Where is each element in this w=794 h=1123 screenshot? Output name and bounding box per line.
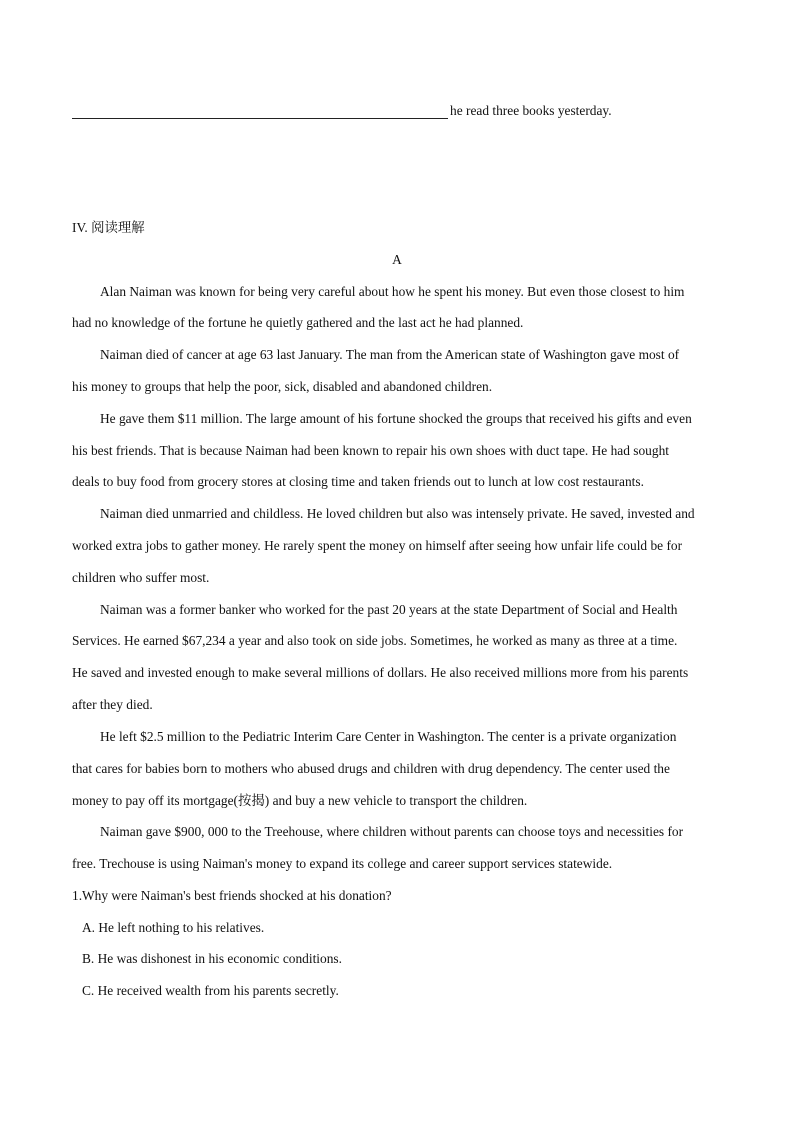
fill-blank-sentence-tail: he read three books yesterday.	[450, 103, 612, 118]
passage-line: Naiman gave $900, 000 to the Treehouse, where children without parents can choose toys and necessities for	[100, 824, 684, 839]
passage-line: free. Trechouse is using Naiman's money to expand its college and career support services statewide.	[72, 856, 613, 871]
passage-line: Services. He earned $67,234 a year and also took on side jobs. Sometimes, he worked as many as three at a time.	[72, 633, 678, 648]
passage-line: that cares for babies born to mothers who abused drugs and children with drug dependency. The center used the	[72, 761, 670, 776]
passage-line: He gave them $11 million. The large amount of his fortune shocked the groups that received his gifts and even	[100, 411, 692, 426]
passage-line: children who suffer most.	[72, 570, 210, 585]
passage-line: He saved and invested enough to make several millions of dollars. He also received millions more from his parents	[72, 665, 689, 680]
answer-option-b[interactable]: B. He was dishonest in his economic conditions.	[82, 951, 342, 966]
passage-line: Naiman died of cancer at age 63 last January. The man from the American state of Washington gave most of	[100, 347, 680, 362]
passage-line: after they died.	[72, 697, 153, 712]
passage-label: A	[392, 252, 402, 267]
passage-line: He left $2.5 million to the Pediatric Interim Care Center in Washington. The center is a private organization	[100, 729, 677, 744]
passage-line: Alan Naiman was known for being very careful about how he spent his money. But even those closest to him	[100, 284, 685, 299]
passage-line: had no knowledge of the fortune he quietly gathered and the last act he had planned.	[72, 315, 524, 330]
passage-line: deals to buy food from grocery stores at closing time and taken friends out to lunch at low cost restaurants.	[72, 474, 644, 489]
passage-line: his money to groups that help the poor, sick, disabled and abandoned children.	[72, 379, 493, 394]
passage-line: Naiman was a former banker who worked for the past 20 years at the state Department of Social and Health	[100, 602, 678, 617]
passage-line: Naiman died unmarried and childless. He loved children but also was intensely private. He saved, invested and	[100, 506, 695, 521]
passage-line: money to pay off its mortgage(按揭) and buy a new vehicle to transport the children.	[72, 793, 528, 808]
answer-option-c[interactable]: C. He received wealth from his parents secretly.	[82, 983, 339, 998]
question-stem: 1.Why were Naiman's best friends shocked at his donation?	[72, 888, 392, 903]
answer-option-a[interactable]: A. He left nothing to his relatives.	[82, 920, 265, 935]
passage-line: worked extra jobs to gather money. He rarely spent the money on himself after seeing how unfair life could be for	[72, 538, 683, 553]
passage-line: his best friends. That is because Naiman had been known to repair his own shoes with duct tape. He had sought	[72, 443, 669, 458]
fill-blank-underline[interactable]	[72, 118, 448, 119]
section-heading: IV. 阅读理解	[72, 220, 145, 235]
